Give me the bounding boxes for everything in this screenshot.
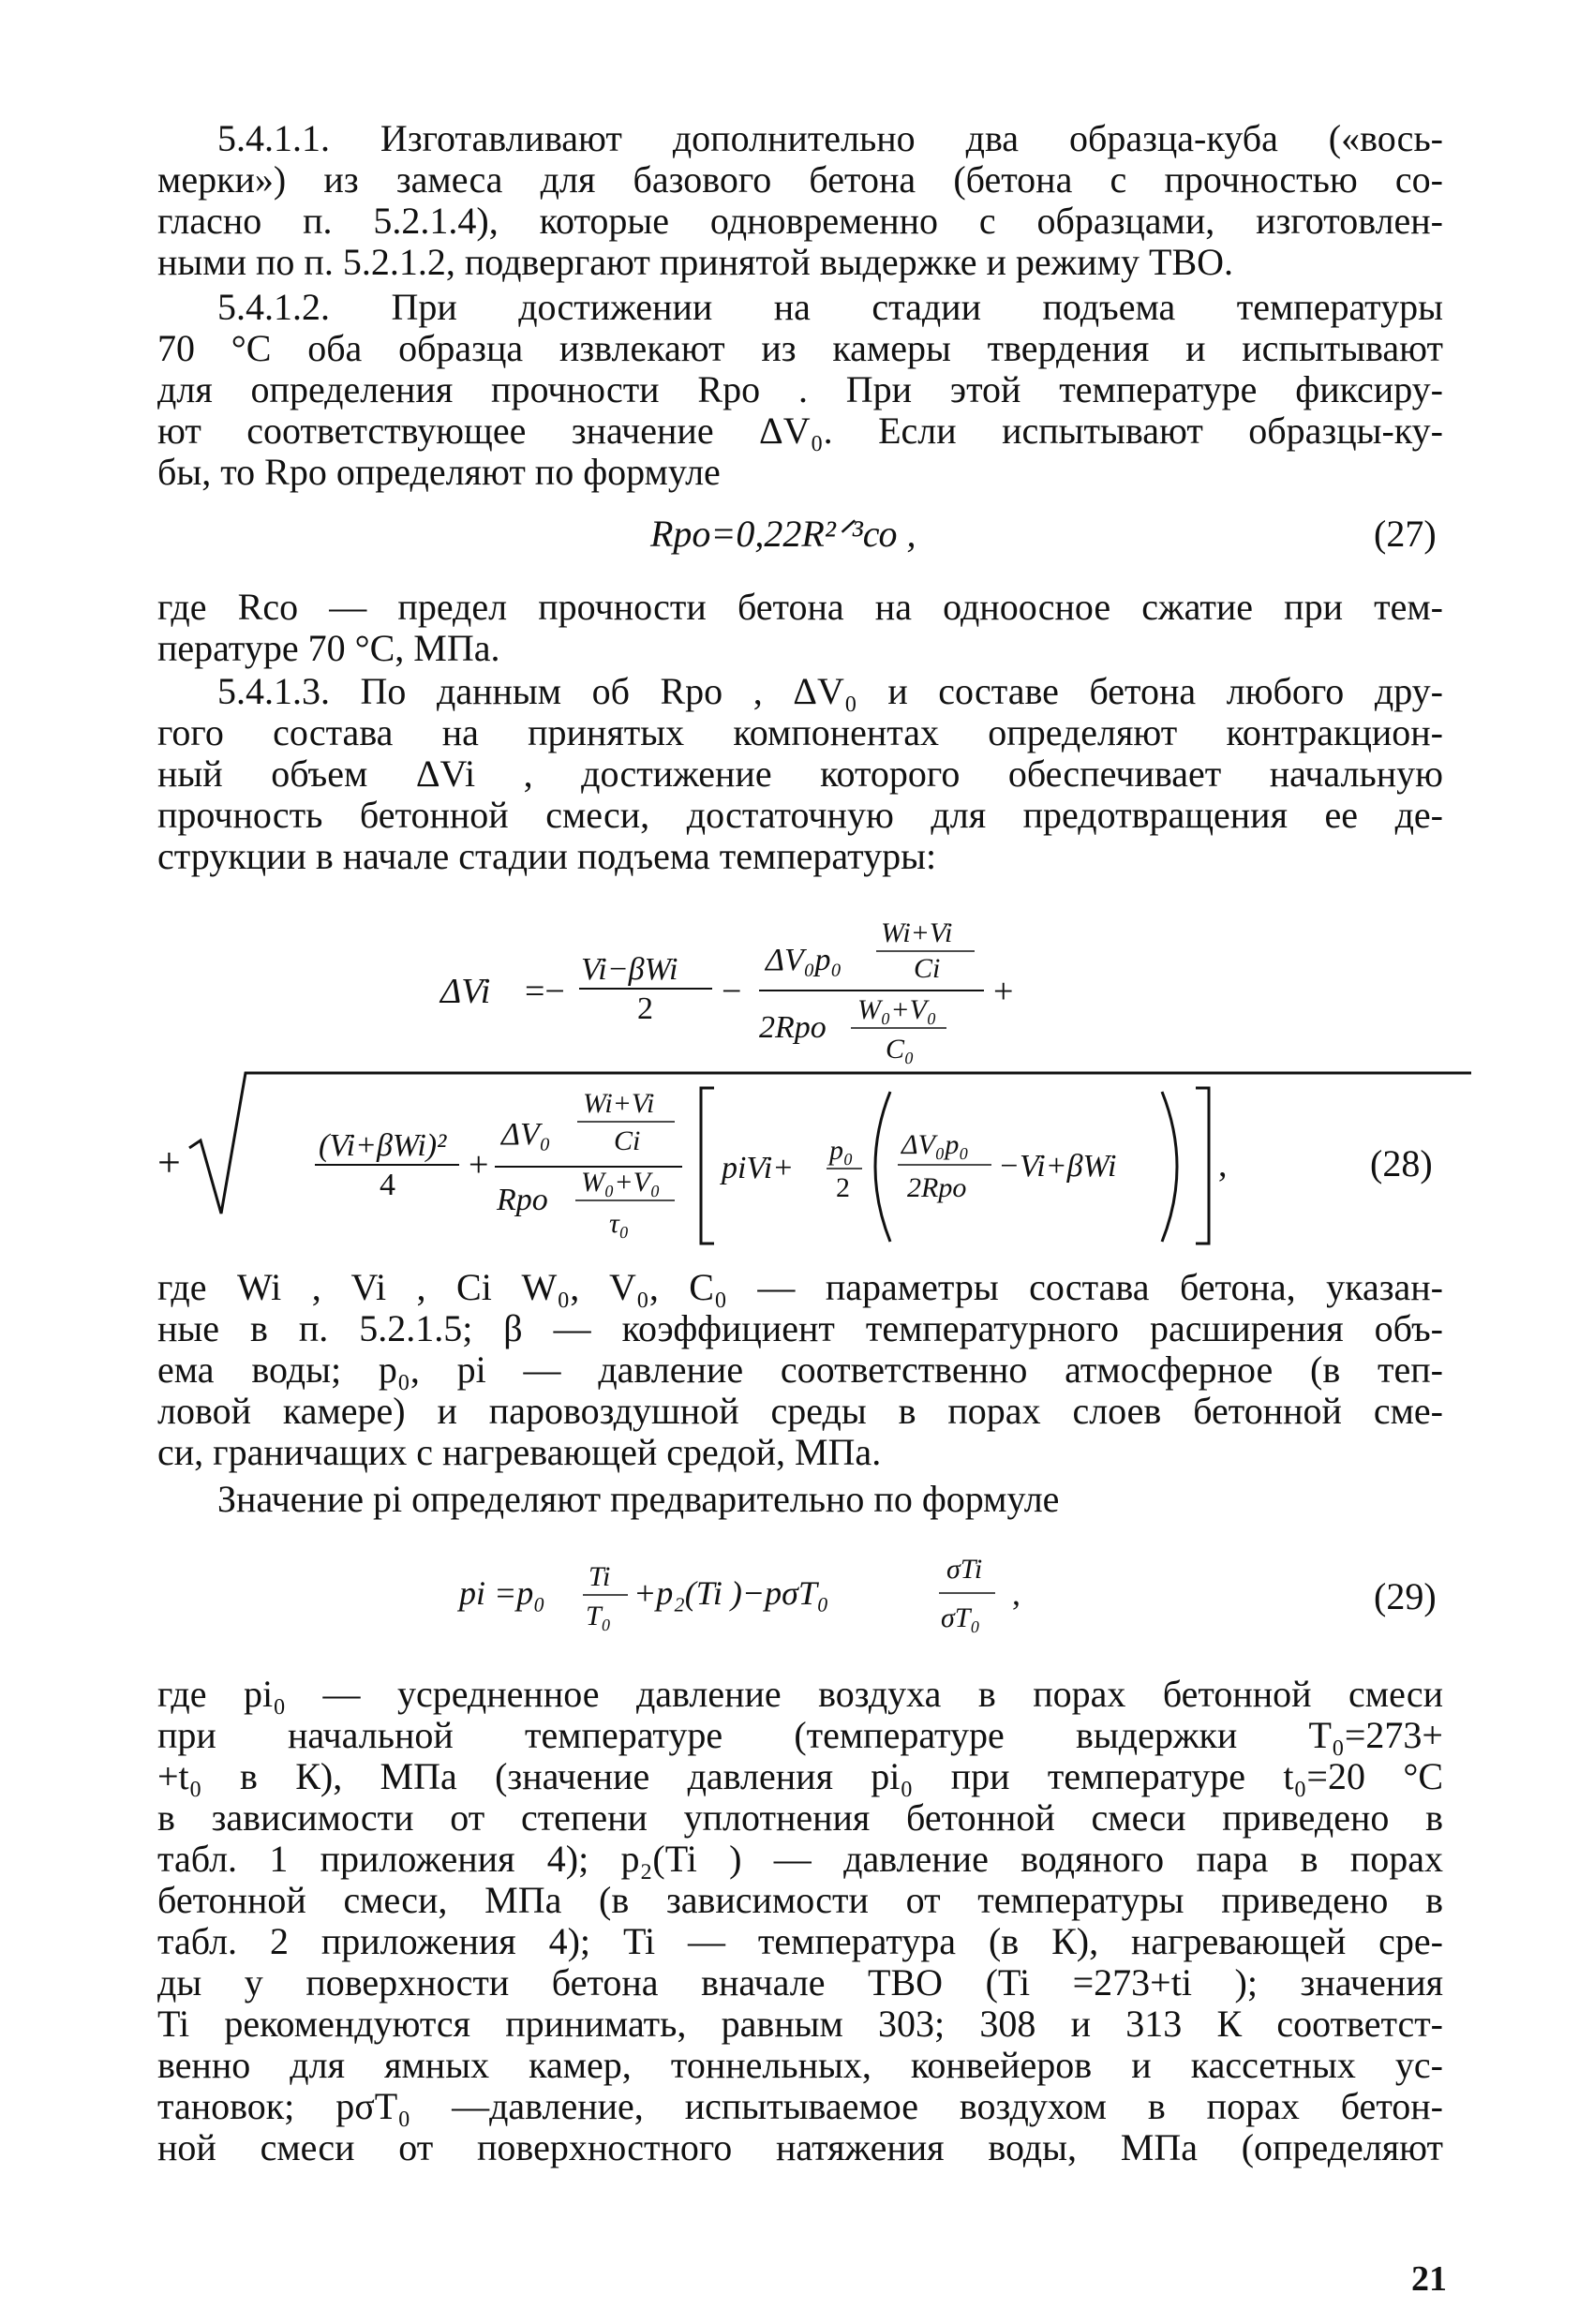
paragraph-line: ными по п. 5.2.1.2, подвергают принятой выдержке и режиму ТВО. (157, 241, 1234, 283)
formula-28-t2-den-frac-den: C₀ (886, 1034, 915, 1065)
paragraph-line: где Wi , Vi , Ci W₀, V₀, C₀ — параметры состава бетона, указан- (157, 1266, 1443, 1308)
formula-28-t2-num-a: ΔV₀p₀ (766, 943, 842, 977)
formula-29-frac1-num: Ti (588, 1561, 611, 1592)
formula-28-equals: =− (525, 972, 565, 1011)
paragraph-line: где pi₀ — усредненное давление воздуха в порах бетонной смеси (157, 1673, 1443, 1715)
formula-28-t2-den-a: 2Rро (759, 1010, 827, 1045)
formula-28-plus-3: + (469, 1145, 489, 1184)
formula-28-r2-den-frac-den: τ₀ (609, 1208, 630, 1239)
formula-27: Rро=0,22R²ᐟ³со , (650, 513, 916, 555)
formula-29-lhs: pi =p₀ (459, 1574, 545, 1612)
formula-28-plus: + (993, 972, 1014, 1011)
right-bracket (1196, 1088, 1209, 1244)
formula-29-frac1-den: T₀ (586, 1601, 612, 1631)
formula-28-b-a: piVi+ (722, 1151, 795, 1185)
paragraph-line: 5.4.1.3. По данным об Rро , ΔV₀ и составе бетона любого дру- (217, 670, 1443, 712)
paragraph-line: гласно п. 5.2.1.4), которые одновременно с образцами, изготовлен- (157, 200, 1443, 242)
paragraph-line: 5.4.1.2. При достижении на стадии подъема температуры (217, 286, 1443, 328)
paragraph-line: где Rсо — предел прочности бетона на одноосное сжатие при тем- (157, 586, 1443, 628)
paragraph-line: ют соответствующее значение ΔV₀. Если испытывают образцы-ку- (157, 410, 1443, 452)
paragraph-line: венно для ямных камер, тоннельных, конвейеров и кассетных ус- (157, 2044, 1443, 2086)
paragraph-line: Ti рекомендуются принимать, равным 303; 308 и 313 К соответст- (157, 2003, 1443, 2045)
left-paren (875, 1092, 890, 1242)
formula-28-b-in-num: ΔV₀p₀ (901, 1129, 969, 1160)
formula-28-b-frac-num: p₀ (829, 1135, 854, 1166)
paragraph-line: мерки») из замеса для базового бетона (бетона с прочностью со- (157, 158, 1443, 201)
paragraph-line: бетонной смеси, МПа (в зависимости от температуры приведено в (157, 1879, 1443, 1921)
right-paren (1162, 1092, 1177, 1242)
formula-28-b-tail: −Vi+βWi (998, 1149, 1117, 1184)
paragraph-line: при начальной температуре (температуре выдержки T₀=273+ (157, 1714, 1443, 1756)
paragraph-line: ды у поверхности бетона вначале ТВО (Ti =273+ti ); значения (157, 1961, 1443, 2004)
formula-28-minus: − (722, 972, 742, 1011)
paragraph-line: +t₀ в К), МПа (значение давления pi₀ при температуре t₀=20 °С (157, 1755, 1444, 1797)
formula-29 (450, 1537, 1462, 1659)
paragraph-line: си, граничащих с нагревающей средой, МПа. (157, 1431, 882, 1473)
formula-28-t1-den: 2 (637, 991, 653, 1026)
paragraph-line: Значение pi определяют предварительно по формуле (217, 1478, 1060, 1520)
paragraph-line: пературе 70 °С, МПа. (157, 627, 500, 669)
formula-29-mid: +p₂(Ti )−pσT₀ (633, 1574, 829, 1612)
formula-29-frac2-den: σT₀ (941, 1602, 980, 1633)
page-number: 21 (1411, 2259, 1447, 2299)
formula-28-t2-num-frac-num: Wi+Vi (881, 917, 953, 948)
formula-28-r2-num-a: ΔV₀ (501, 1117, 551, 1152)
paragraph-line: прочность бетонной смеси, достаточную для предотвращения ее де- (157, 794, 1443, 836)
formula-28-comma: , (1218, 1145, 1228, 1184)
paragraph-line: струкции в начале стадии подъема температуры: (157, 835, 937, 877)
paragraph-line: ный объем ΔVi , достижение которого обеспечивает начальную (157, 752, 1443, 795)
formula-28-r1-den: 4 (380, 1168, 395, 1202)
formula-number-28: (28) (1370, 1142, 1433, 1184)
formula-28-b-frac-den: 2 (836, 1172, 850, 1203)
formula-28-b-in-den: 2Rро (907, 1172, 967, 1203)
paragraph-line: ной смеси от поверхностного натяжения воды, МПа (определяют (157, 2126, 1443, 2168)
paragraph-line: тановок; pσT₀ —давление, испытываемое воздухом в порах бетон- (157, 2085, 1443, 2127)
paragraph-line: 5.4.1.1. Изготавливают дополнительно два образца-куба («вось- (217, 117, 1443, 159)
formula-number-29: (29) (1374, 1575, 1437, 1617)
paragraph-line: табл. 2 приложения 4); Ti — температура (в К), нагревающей сре- (157, 1920, 1443, 1962)
formula-28-t2-num-frac-den: Ci (914, 953, 941, 984)
paragraph-line: в зависимости от степени уплотнения бетонной смеси приведено в (157, 1796, 1443, 1839)
paragraph-line: бы, то Rро определяют по формуле (157, 451, 721, 493)
formula-28-r1-num: (Vi+βWi)² (319, 1128, 447, 1163)
formula-28-t2-den-frac-num: W₀+V₀ (857, 994, 937, 1025)
formula-28-r2-den-frac-num: W₀+V₀ (581, 1167, 661, 1198)
paragraph-line: табл. 1 приложения 4); p₂(Ti ) — давление водяного пара в порах (157, 1838, 1443, 1880)
formula-28-lhs: ΔVi (440, 972, 491, 1011)
paragraph-line: для определения прочности Rро . При этой температуре фиксиру- (157, 368, 1443, 410)
formula-28-plus-2: + (157, 1140, 181, 1185)
formula-28-r2-num-frac-num: Wi+Vi (583, 1088, 655, 1119)
paragraph-line: ема воды; p₀, pi — давление соответственно атмосферное (в теп- (157, 1348, 1443, 1391)
paragraph-line: ные в п. 5.2.1.5; β — коэффициент температурного расширения объ- (157, 1307, 1443, 1349)
formula-number-27: (27) (1374, 513, 1437, 555)
formula-28-r2-den-a: Rро (497, 1183, 548, 1217)
formula-29-tail: , (1012, 1574, 1020, 1612)
formula-28-t1-num: Vi−βWi (581, 952, 678, 987)
formula-29-frac2-num: σTi (946, 1554, 983, 1585)
formula-28 (141, 895, 1471, 1251)
formula-28-r2-num-frac-den: Ci (614, 1125, 641, 1156)
paragraph-line: 70 °С оба образца извлекают из камеры твердения и испытывают (157, 327, 1443, 369)
paragraph-line: ловой камере) и паровоздушной среды в порах слоев бетонной сме- (157, 1390, 1443, 1432)
left-bracket (701, 1088, 714, 1244)
paragraph-line: гого состава на принятых компонентах определяют контракцион- (157, 711, 1443, 753)
